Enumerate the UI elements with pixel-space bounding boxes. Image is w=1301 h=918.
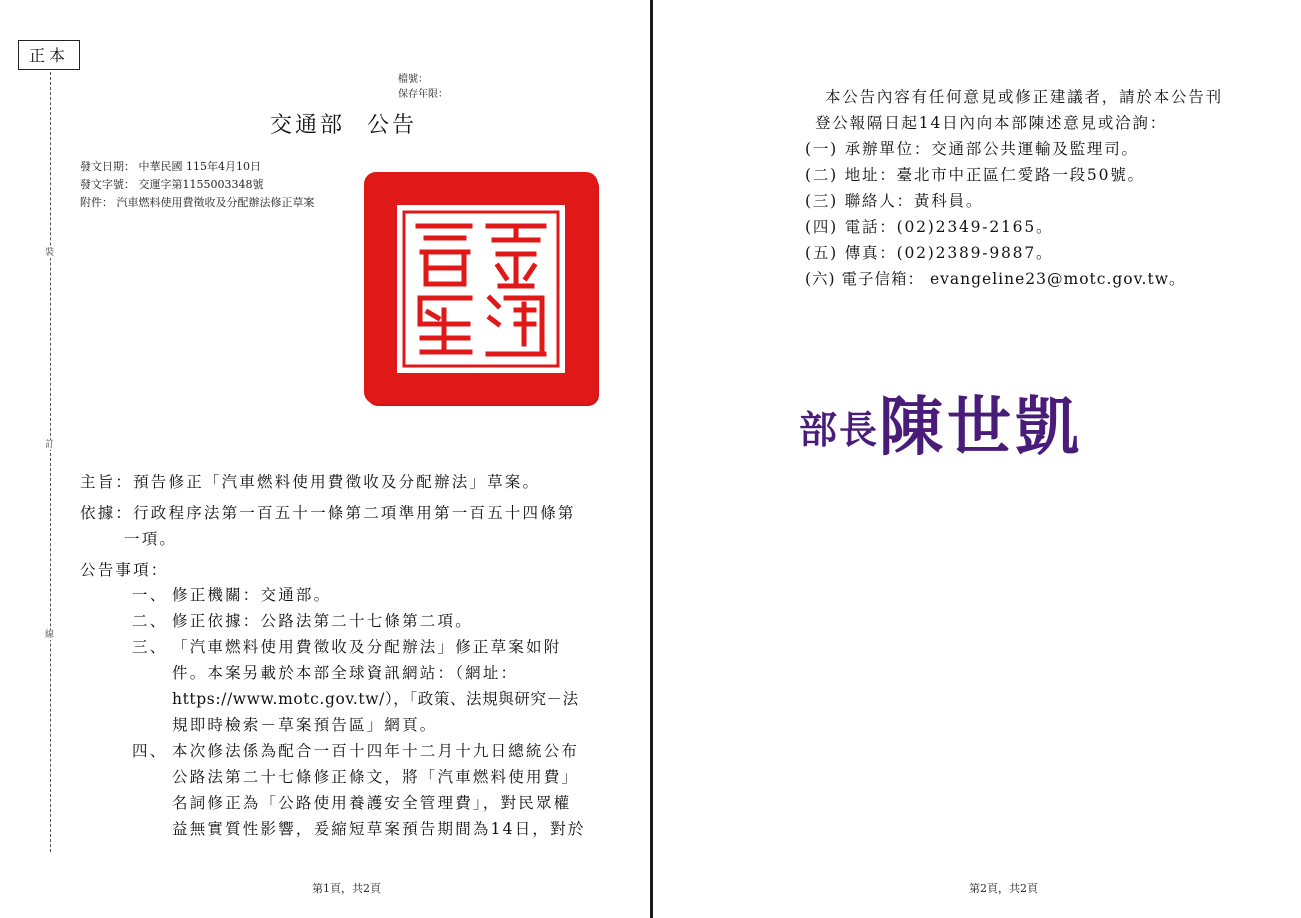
page-number: 第1頁，共2頁 bbox=[312, 882, 381, 895]
contact-item-text: 電子信箱： evangeline23@motc.gov.tw。 bbox=[841, 270, 1186, 288]
binding-mark: 裝 bbox=[45, 248, 55, 258]
basis-text: 行政程序法第一百五十一條第二項準用第一百五十四條第 bbox=[133, 504, 576, 522]
notice-item-number: 三、 bbox=[132, 638, 168, 656]
notice-item-number: 四、 bbox=[132, 742, 168, 760]
notice-item-number: 二、 bbox=[132, 612, 168, 630]
contact-item bbox=[805, 266, 1185, 292]
subject-text: 預告修正「汽車燃料使用費徵收及分配辦法」草案。 bbox=[133, 473, 541, 491]
notice-item-text: 件。本案另載於本部全球資訊網站：（網址： bbox=[172, 664, 519, 682]
attachment-info: 附件： 汽車燃料使用費徵收及分配辦法修正草案 bbox=[80, 196, 315, 209]
contact-item bbox=[805, 214, 1053, 240]
document-title bbox=[270, 108, 417, 139]
page-number: 第2頁，共2頁 bbox=[969, 882, 1038, 895]
notice-item-text: 規即時檢索－草案預告區」網頁。 bbox=[172, 716, 438, 734]
subject-label: 主旨： bbox=[80, 473, 134, 491]
original-copy-label: 正本 bbox=[18, 40, 80, 70]
binding-mark: 訂 bbox=[45, 440, 55, 450]
contact-item bbox=[805, 162, 1145, 188]
retention-period-label: 保存年限： bbox=[398, 89, 448, 100]
official-seal-image bbox=[366, 174, 596, 402]
issue-date: 發文日期： 中華民國 115年4月10日 bbox=[80, 160, 261, 173]
contact-item-number: (四) bbox=[805, 218, 838, 236]
contact-item-text: 電話：(02)2349-2165。 bbox=[844, 218, 1054, 236]
page-1 bbox=[0, 0, 650, 918]
contact-item-text: 承辦單位：交通部公共運輸及監理司。 bbox=[844, 140, 1139, 158]
seal-graphic bbox=[366, 174, 596, 402]
notice-item-text: 「汽車燃料使用費徵收及分配辦法」修正草案如附 bbox=[172, 638, 562, 656]
basis-label: 依據： bbox=[80, 504, 134, 522]
contact-item-number: (二) bbox=[805, 166, 838, 184]
notice-item-text: https://www.motc.gov.tw/），「政策、法規與研究－法 bbox=[172, 690, 579, 708]
contact-item-text: 聯絡人：黃科員。 bbox=[844, 192, 984, 210]
notice-item-text: 修正機關：交通部。 bbox=[172, 586, 332, 604]
minister-signature bbox=[799, 376, 1083, 468]
notice-item-text: 公路法第二十七條修正條文，將「汽車燃料使用費」 bbox=[172, 768, 580, 786]
contact-item-text: 傳真：(02)2389-9887。 bbox=[844, 244, 1054, 262]
contact-item bbox=[805, 188, 983, 214]
comment-intro: 本公告內容有任何意見或修正建議者，請於本公告刊 bbox=[825, 88, 1223, 106]
document-type: 公告 bbox=[367, 113, 418, 138]
subject-line bbox=[80, 469, 540, 495]
contact-item-number: (五) bbox=[805, 244, 838, 262]
basis-text-continued: 一項。 bbox=[124, 530, 178, 548]
basis-line bbox=[80, 500, 576, 526]
notice-item-text: 修正依據：公路法第二十七條第二項。 bbox=[172, 612, 473, 630]
contact-item-text: 地址：臺北市中正區仁愛路一段50號。 bbox=[844, 166, 1145, 184]
signature-title: 部長 bbox=[799, 407, 880, 452]
notice-item-text: 益無實質性影響，爰縮短草案預告期間為14日，對於 bbox=[172, 820, 586, 838]
page-2 bbox=[653, 0, 1301, 918]
binding-line bbox=[50, 72, 51, 852]
notice-item-text: 本次修法係為配合一百十四年十二月十九日總統公布 bbox=[172, 742, 580, 760]
contact-item-number: (六) bbox=[805, 270, 836, 288]
contact-item bbox=[805, 240, 1053, 266]
signature-name: 陳世凱 bbox=[879, 390, 1084, 465]
comment-intro-continued: 登公報隔日起14日內向本部陳述意見或洽詢： bbox=[815, 114, 1168, 132]
contact-item-number: (一) bbox=[805, 140, 838, 158]
notice-item-number: 一、 bbox=[132, 586, 168, 604]
contact-item bbox=[805, 136, 1139, 162]
contact-item-number: (三) bbox=[805, 192, 838, 210]
archive-number-label: 檔號： bbox=[398, 74, 428, 85]
document-number: 發文字號： 交運字第1155003348號 bbox=[80, 178, 264, 191]
notice-items-label: 公告事項： bbox=[80, 561, 169, 579]
agency-name: 交通部 bbox=[270, 113, 346, 138]
binding-mark: 線 bbox=[45, 630, 55, 640]
notice-item-text: 名詞修正為「公路使用養護安全管理費」，對民眾權 bbox=[172, 794, 572, 812]
